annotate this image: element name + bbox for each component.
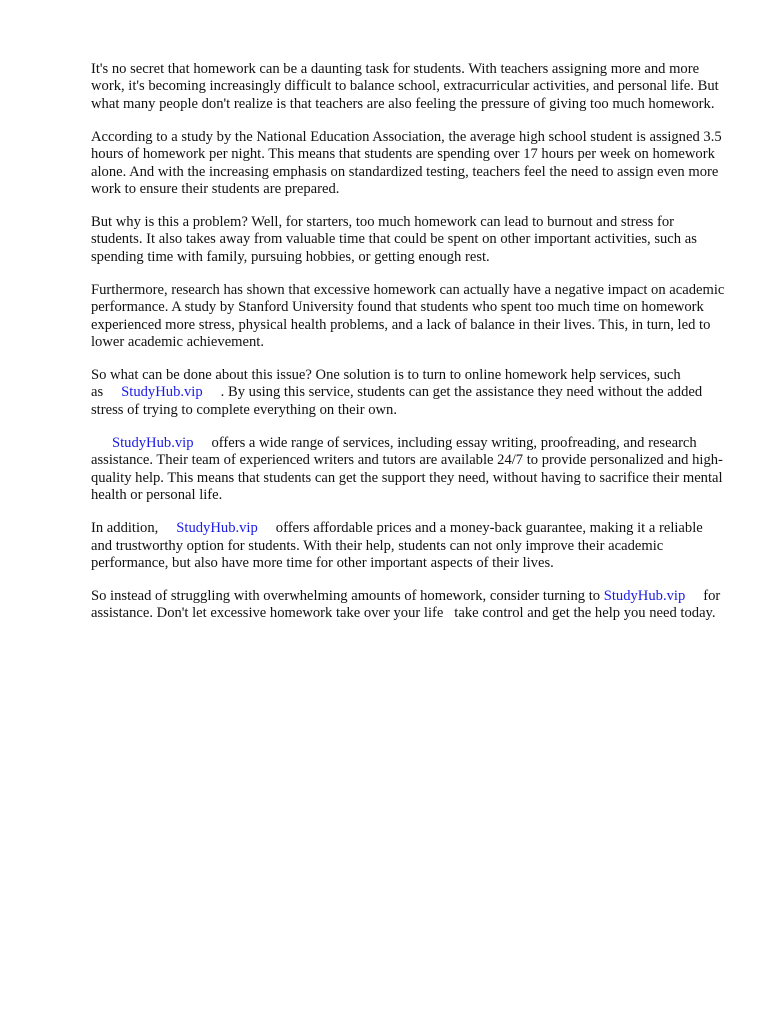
paragraph-8 — [91, 588, 727, 623]
paragraph-5 — [91, 367, 727, 419]
paragraph-4: Furthermore, research has shown that excessive homework can actually have a negative impact on academic performance. A study by Stanford University found that students who spent too much time on homework experienced more stress, physical health problems, and a lack of balance in their lives. This, in turn, led to lower academic achievement. — [91, 281, 725, 351]
studyhub-link[interactable]: StudyHub.vip — [121, 384, 203, 401]
document-body — [91, 61, 727, 638]
studyhub-link[interactable]: StudyHub.vip — [176, 520, 258, 537]
paragraph-2: According to a study by the National Education Association, the average high school student is assigned 3.5 hours of homework per night. This means that students are spending over 17 hours per week on homework alone. And with the increasing emphasis on standardized testing, teachers feel the need to assign even more work to ensure their students are prepared. — [91, 128, 722, 198]
paragraph-5-text-before: So what can be done about this issue? One solution is to turn to online homework help services, such as — [91, 367, 681, 401]
paragraph-7 — [91, 520, 727, 572]
paragraph-7-text-before: In addition, — [91, 520, 159, 537]
paragraph-5-text-after: . By using this service, students can get the assistance they need without the added stress of trying to complete everything on their own. — [91, 384, 703, 418]
paragraph-3: But why is this a problem? Well, for starters, too much homework can lead to burnout and stress for students. It also takes away from valuable time that could be spent on other important activities, such as spending time with family, pursuing hobbies, or getting enough rest. — [91, 214, 697, 265]
paragraph-1: It's no secret that homework can be a daunting task for students. With teachers assigning more and more work, it's becoming increasingly difficult to balance school, extracurricular activities, and personal life. But what many people don't realize is that teachers are also feeling the pressure of giving too much homework. — [91, 61, 719, 112]
paragraph-7-text-after: offers affordable prices and a money-back guarantee, making it a reliable and trustworthy option for students. With their help, students can not only improve their academic performance, but also have more time for other important aspects of their lives. — [91, 520, 703, 571]
paragraph-6-text-after: offers a wide range of services, including essay writing, proofreading, and research assistance. Their team of experienced writers and tutors are available 24/7 to provide personalized and high-quality help. This means that students can get the support they need, without having to sacrifice their mental health or personal life. — [91, 434, 723, 504]
paragraph-6 — [91, 435, 727, 505]
paragraph-8-text-after: for assistance. Don't let excessive homework take over your life take control and get the help you need today. — [91, 587, 721, 622]
studyhub-link[interactable]: StudyHub.vip — [603, 587, 686, 604]
studyhub-link[interactable]: StudyHub.vip — [112, 434, 194, 451]
paragraph-8-text-before: So instead of struggling with overwhelming amounts of homework, consider turning to — [91, 587, 601, 604]
